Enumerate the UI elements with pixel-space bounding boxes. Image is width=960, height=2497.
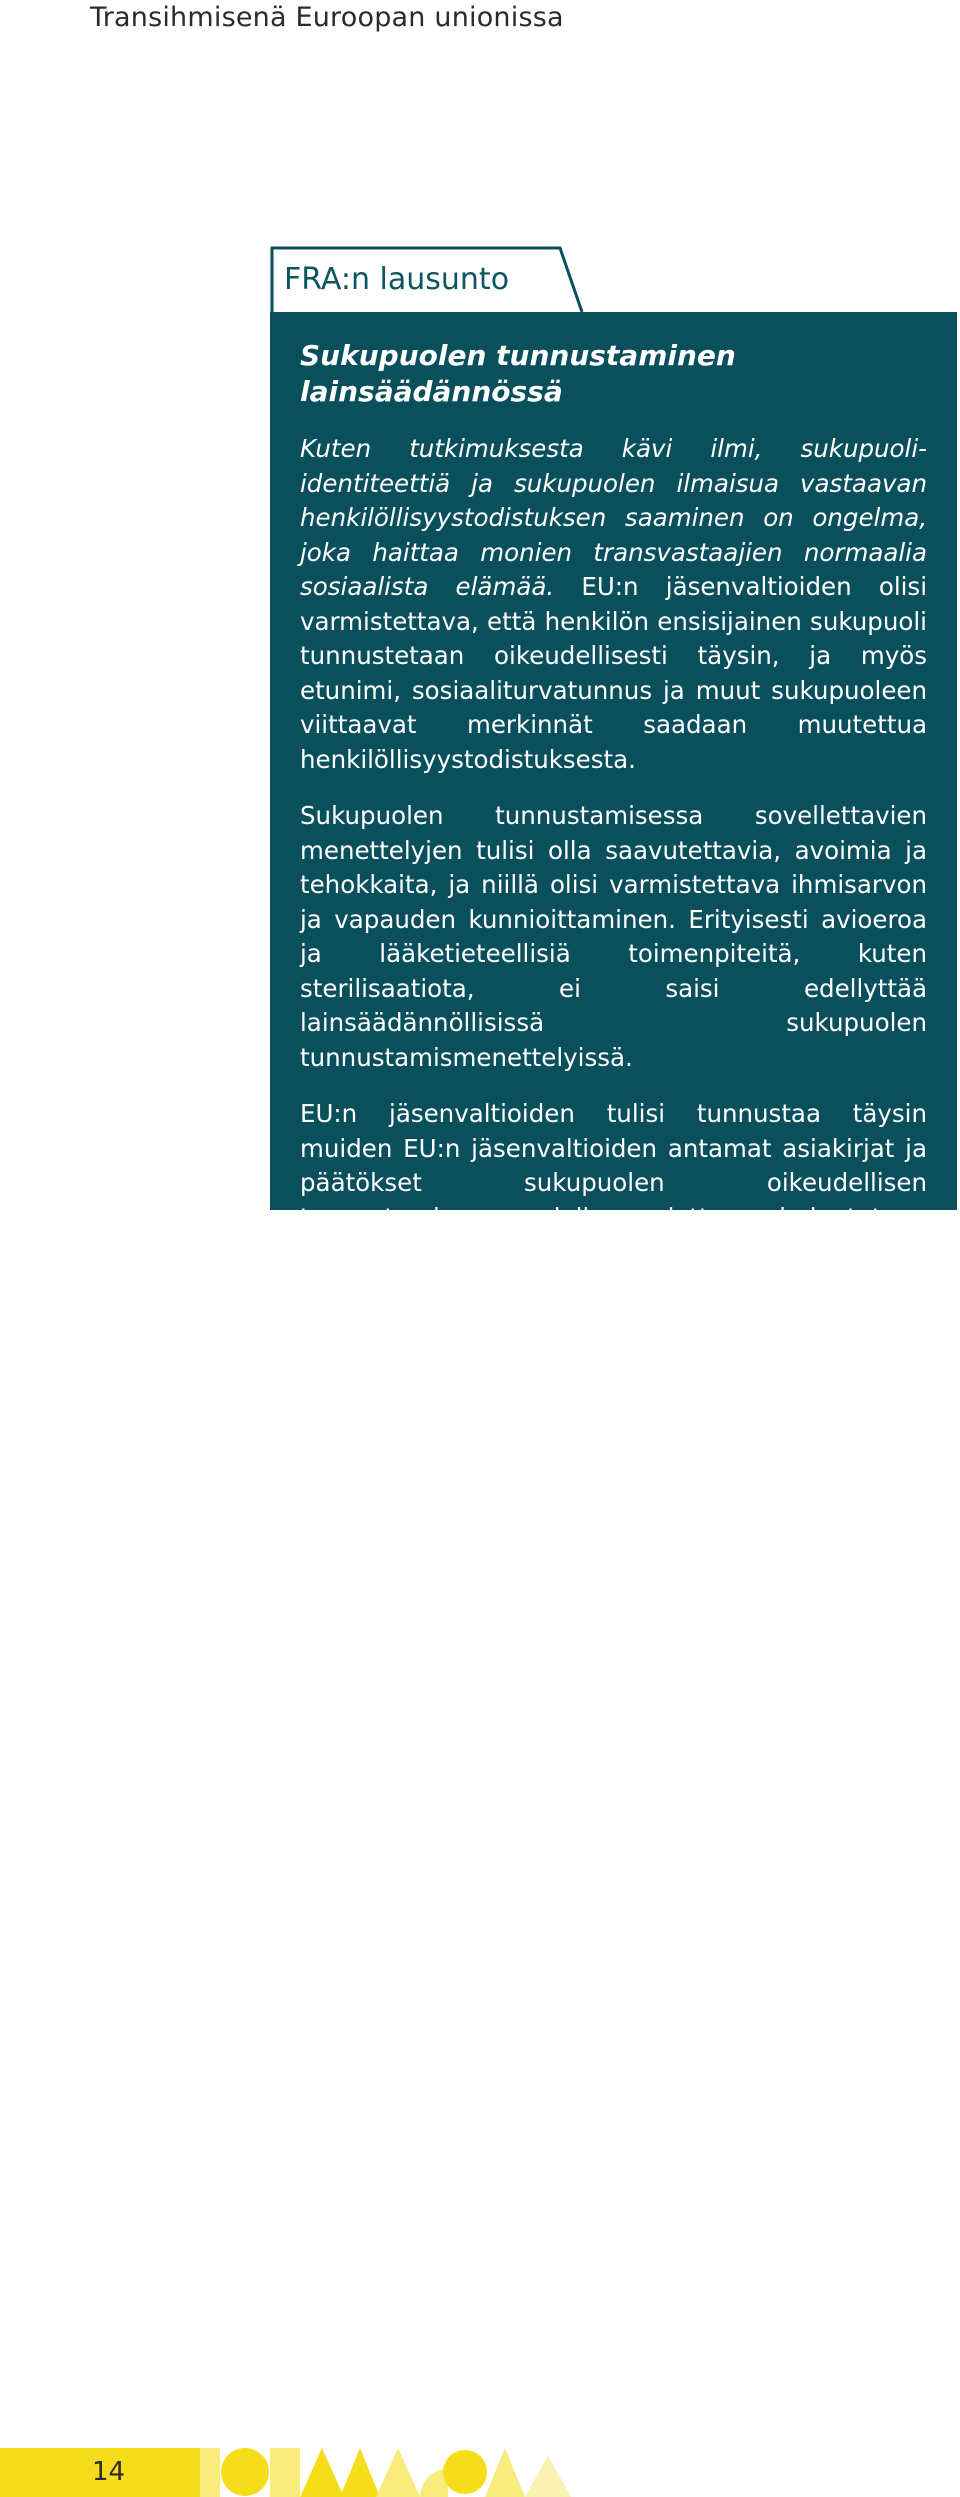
opinion-paragraph-3: EU:n jäsenvaltioiden tulisi tunnustaa täysin muiden EU:n jäsenvaltioiden antamat asiakirjat ja päätökset sukupuolen oikeudellisen tunnustamisen alalla, jotta helpotetaan transihmisten mahdollisuutta käyttää oikeuttaan vapaaseen liikkuvuuteen EU:n alueella.	[300, 1099, 927, 1301]
opinion-paragraph-1-finding: Kuten tutkimuksesta kävi ilmi, sukupuoli-identiteettiä ja sukupuolen ilmaisua vastaavan henkilöllisyystodistuksen saaminen on ongelma, joka haittaa monien transvastaajien normaalia sosiaalista elämää.	[300, 434, 927, 601]
opinion-paragraph-2: Sukupuolen tunnustamisessa sovellettavien menettelyjen tulisi olla saavutettavia, avoimia ja tehokkaita, ja niillä olisi varmistettava ihmisarvon ja vapauden kunnioittaminen. Erityisesti avioeroa ja lääketieteellisiä toimenpiteitä, kuten sterilisaatiota, ei saisi edellyttää lainsäädännöllisissä sukupuolen tunnustamismenettelyissä.	[300, 801, 927, 1072]
opinion-panel	[270, 312, 957, 1301]
opinion-tab-label: FRA:n lausunto	[284, 262, 510, 297]
opinion-paragraph-1	[300, 432, 927, 777]
running-title: Transihmisenä Euroopan unionissa	[90, 2, 564, 33]
opinion-tab	[270, 246, 957, 312]
page-number: 14	[92, 2457, 126, 2487]
footer-band	[0, 2448, 960, 2497]
opinion-heading: Sukupuolen tunnustaminen lainsäädännössä	[300, 339, 736, 408]
fra-opinion-box	[270, 246, 957, 1301]
opinion-paragraph-1-recommendation: EU:n jäsenvaltioiden olisi varmistettava, että henkilön ensisijainen sukupuoli tunnustetaan oikeudellisesti täysin, ja myös etunimi, sosiaaliturvatunnus ja muut sukupuoleen viittaavat merkinnät saadaan muutettua henkilöllisyystodistuksesta.	[300, 572, 928, 774]
